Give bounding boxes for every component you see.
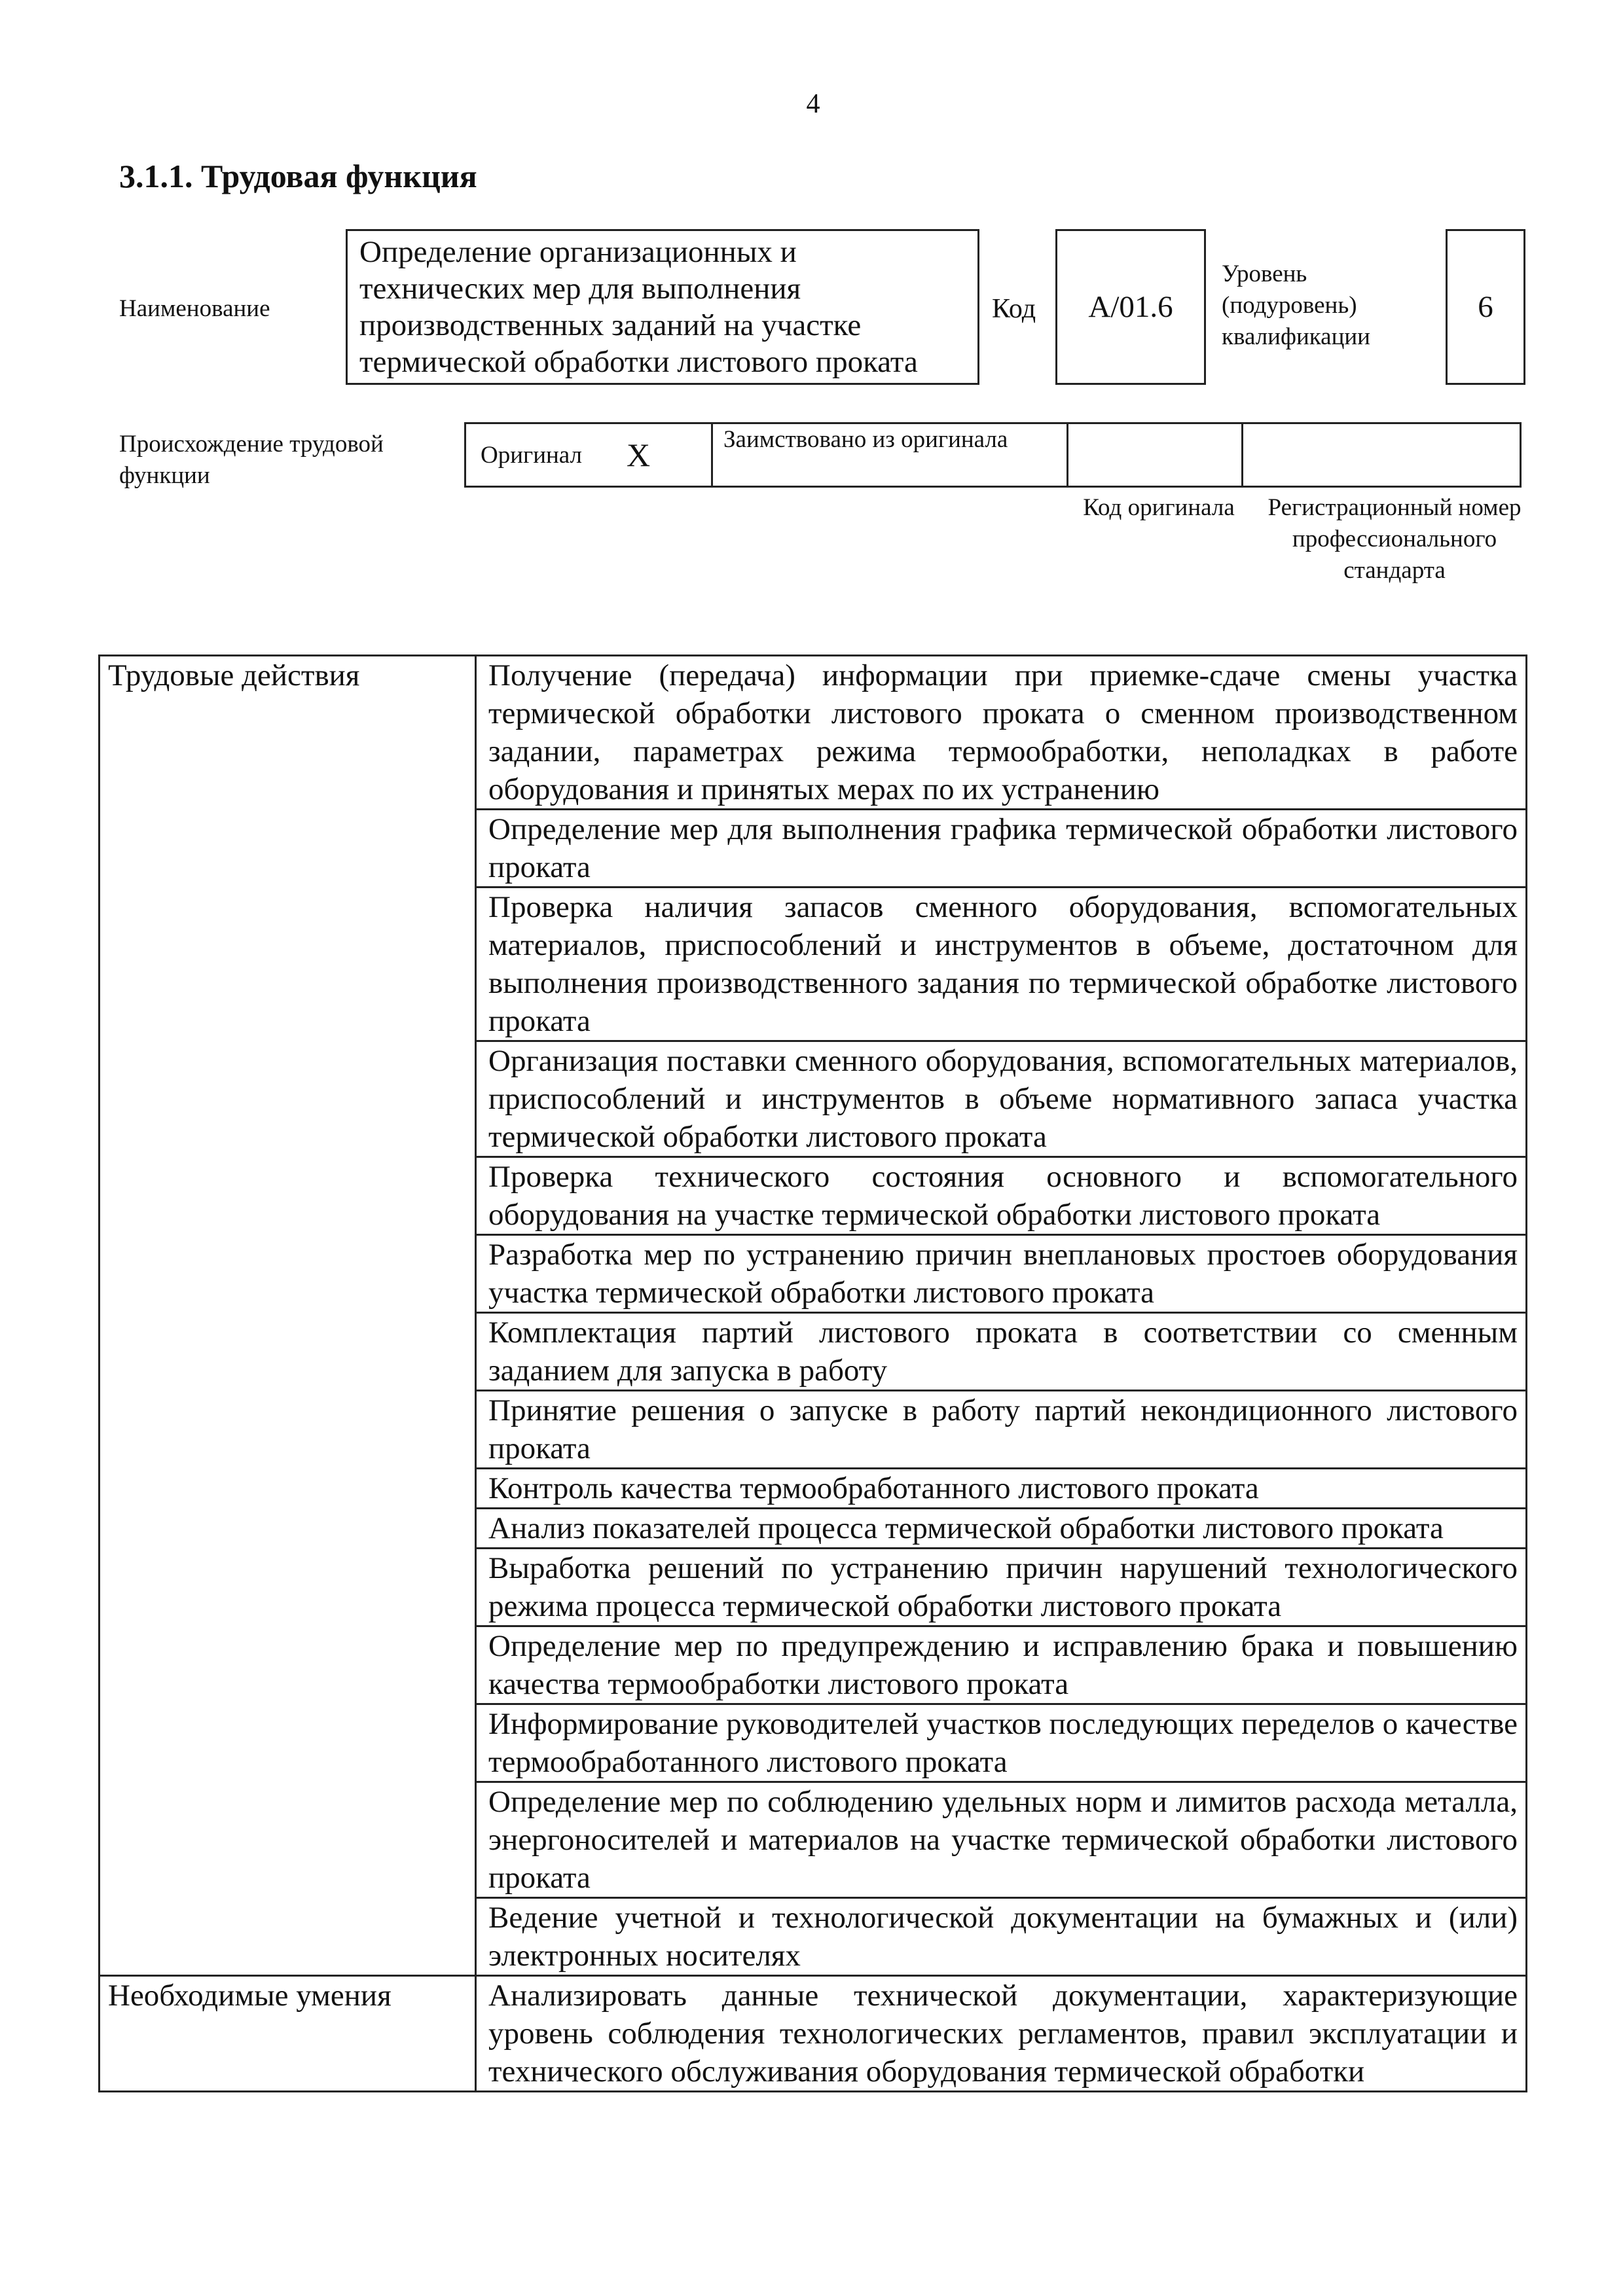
labor-action-item: Проверка наличия запасов сменного оборудования, вспомогательных материалов, приспособлений и инструментов в объеме, достаточном для выполнения производственного задания по термической обработке листового проката xyxy=(476,888,1527,1041)
labor-action-item: Анализ показателей процесса термической обработки листового проката xyxy=(476,1509,1527,1549)
labor-action-item: Контроль качества термообработанного листового проката xyxy=(476,1469,1527,1509)
level-label: Уровень (подуровень) квалификации xyxy=(1222,260,1370,350)
name-value-box: Определение организационных и технических мер для выполнения производственных заданий на участке термической обработки листового проката xyxy=(346,229,979,385)
code-value: A/01.6 xyxy=(1088,290,1173,324)
labor-action-item: Проверка технического состояния основного и вспомогательного оборудования на участке термической обработки листового проката xyxy=(476,1157,1527,1235)
code-value-box xyxy=(1055,229,1206,385)
skill-row xyxy=(100,1976,1527,2092)
section-title: 3.1.1. Трудовая функция xyxy=(119,158,477,194)
origin-label: Происхождение трудовой функции xyxy=(119,431,384,489)
skill-item: Анализировать данные технической документации, характеризующие уровень соблюдения технологических регламентов, правил эксплуатации и технического обслуживания оборудования термической обработки xyxy=(476,1976,1527,2092)
page-number: 4 xyxy=(806,89,820,119)
labor-action-item: Получение (передача) информации при приемке-сдаче смены участка термической обработки листового проката о сменном производственном задании, параметрах режима термообработки, неполадках в работе оборудования и принятых мерах по их устранению xyxy=(476,656,1527,810)
origin-row xyxy=(466,422,1525,488)
labor-action-item: Информирование руководителей участков последующих переделов о качестве термообработанного листового проката xyxy=(476,1704,1527,1782)
original-cell xyxy=(464,422,713,488)
reg-number-caption: Регистрационный номер профессионального стандарта xyxy=(1267,494,1522,584)
level-value-box xyxy=(1446,229,1525,385)
original-label: Оригинал xyxy=(481,441,583,469)
original-mark: X xyxy=(627,437,651,473)
labor-function-table xyxy=(98,655,1527,2092)
original-code-caption: Код оригинала xyxy=(1083,494,1235,521)
labor-action-item: Определение мер для выполнения графика термической обработки листового проката xyxy=(476,810,1527,888)
labor-action-label: Трудовые действия xyxy=(100,656,476,1976)
borrowed-cell: Заимствовано из оригинала xyxy=(711,422,1068,488)
labor-action-item: Выработка решений по устранению причин нарушений технологического режима процесса термической обработки листового проката xyxy=(476,1549,1527,1626)
name-label: Наименование xyxy=(119,295,270,322)
labor-action-item: Комплектация партий листового проката в соответствии со сменным заданием для запуска в работу xyxy=(476,1313,1527,1391)
level-value: 6 xyxy=(1478,290,1493,324)
labor-action-item: Определение мер по предупреждению и исправлению брака и повышению качества термообработки листового проката xyxy=(476,1626,1527,1704)
skill-label: Необходимые умения xyxy=(100,1976,476,2092)
reg-number-cell xyxy=(1241,422,1522,488)
labor-action-item: Разработка мер по устранению причин внеплановых простоев оборудования участка термической обработки листового проката xyxy=(476,1235,1527,1313)
labor-action-item: Ведение учетной и технологической документации на бумажных и (или) электронных носителях xyxy=(476,1898,1527,1976)
labor-action-row xyxy=(100,656,1527,810)
original-code-cell xyxy=(1067,422,1243,488)
code-label: Код xyxy=(992,294,1036,324)
labor-action-item: Определение мер по соблюдению удельных норм и лимитов расхода металла, энергоносителей и материалов на участке термической обработки листового проката xyxy=(476,1782,1527,1898)
labor-action-item: Принятие решения о запуске в работу партий некондиционного листового проката xyxy=(476,1391,1527,1469)
labor-action-item: Организация поставки сменного оборудования, вспомогательных материалов, приспособлений и инструментов в объеме нормативного запаса участка термической обработки листового проката xyxy=(476,1041,1527,1157)
